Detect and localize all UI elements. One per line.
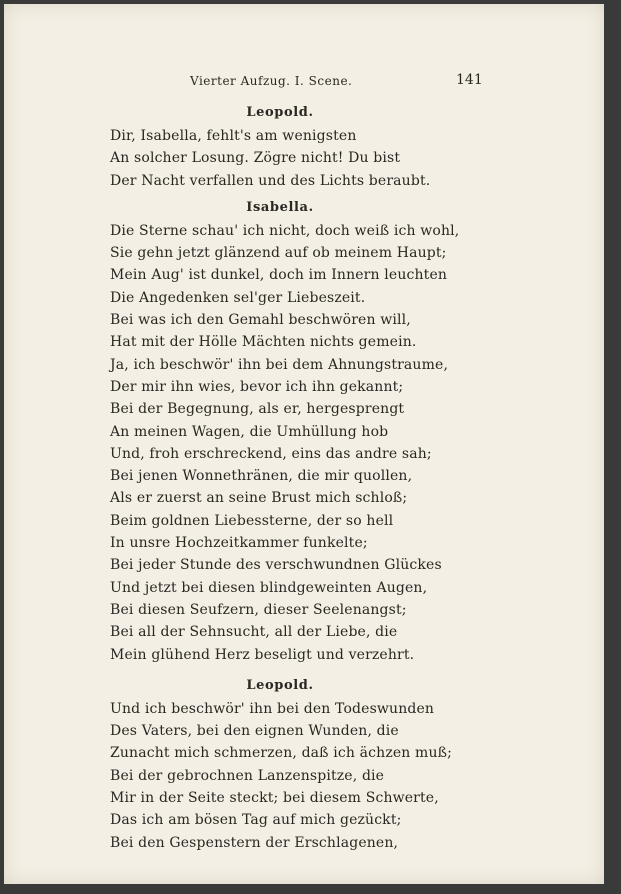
verse-line: Der mir ihn wies, bevor ich ihn gekannt;	[110, 378, 404, 395]
verse-text	[110, 101, 460, 854]
verse-line: Bei der gebrochnen Lanzenspitze, die	[110, 767, 385, 784]
verse-line: Bei was ich den Gemahl beschwören will,	[110, 312, 411, 329]
verse-line: Sie gehn jetzt glänzend auf ob meinem Haupt;	[110, 245, 447, 262]
speaker-name: Isabella.	[246, 199, 314, 215]
verse-line: Mir in der Seite steckt; bei diesem Schwerte,	[110, 790, 439, 807]
verse-line: Beim goldnen Liebessterne, der so hell	[110, 512, 394, 529]
verse-line: Zunacht mich schmerzen, daß ich ächzen muß;	[110, 745, 453, 762]
verse-line: Mein Aug' ist dunkel, doch im Innern leuchten	[110, 267, 448, 284]
page-header	[4, 74, 604, 94]
speech-block-leopold-1	[110, 101, 450, 192]
verse-line: Bei all der Sehnsucht, all der Liebe, die	[110, 624, 398, 641]
book-page	[4, 4, 604, 884]
verse-line: Die Sterne schau' ich nicht, doch weiß ich wohl,	[110, 222, 460, 239]
verse-line: Der Nacht verfallen und des Lichts beraubt.	[110, 172, 431, 189]
verse-line: Und, froh erschreckend, eins das andre sah;	[110, 445, 432, 462]
verse-line: Das ich am bösen Tag auf mich gezückt;	[110, 812, 402, 829]
verse-line: An meinen Wagen, die Umhüllung hob	[110, 423, 389, 440]
speech-block-isabella	[110, 196, 460, 666]
verse-line: Hat mit der Hölle Mächten nichts gemein.	[110, 334, 417, 351]
verse-line: Die Angedenken sel'ger Liebeszeit.	[110, 289, 366, 306]
verse-line: Bei den Gespenstern der Erschlagenen,	[110, 834, 399, 851]
verse-line: Bei jenen Wonnethränen, die mir quollen,	[110, 468, 413, 485]
verse-line: Bei diesen Seufzern, dieser Seelenangst;	[110, 601, 407, 618]
verse-line: Dir, Isabella, fehlt's am wenigsten	[110, 128, 357, 144]
verse-line: Des Vaters, bei den eignen Wunden, die	[110, 723, 399, 740]
page-number: 141	[456, 72, 483, 88]
verse-line: Ja, ich beschwör' ihn bei dem Ahnungstraume,	[110, 356, 449, 373]
verse-line: Als er zuerst an seine Brust mich schloß;	[110, 490, 408, 507]
verse-line: In unsre Hochzeitkammer funkelte;	[110, 535, 368, 552]
running-title: Vierter Aufzug. I. Scene.	[190, 74, 353, 88]
verse-line: Und ich beschwör' ihn bei den Todeswunden	[110, 700, 435, 717]
speaker-name: Leopold.	[246, 677, 314, 693]
speech-block-leopold-2	[110, 674, 453, 854]
verse-line: An solcher Losung. Zögre nicht! Du bist	[110, 150, 401, 167]
verse-line: Bei jeder Stunde des verschwundnen Glückes	[110, 557, 442, 574]
verse-line: Bei der Begegnung, als er, hergesprengt	[110, 401, 405, 418]
speaker-name: Leopold.	[246, 105, 314, 120]
verse-line: Mein glühend Herz beseligt und verzehrt.	[110, 646, 415, 663]
verse-line: Und jetzt bei diesen blindgeweinten Augen,	[110, 579, 428, 596]
